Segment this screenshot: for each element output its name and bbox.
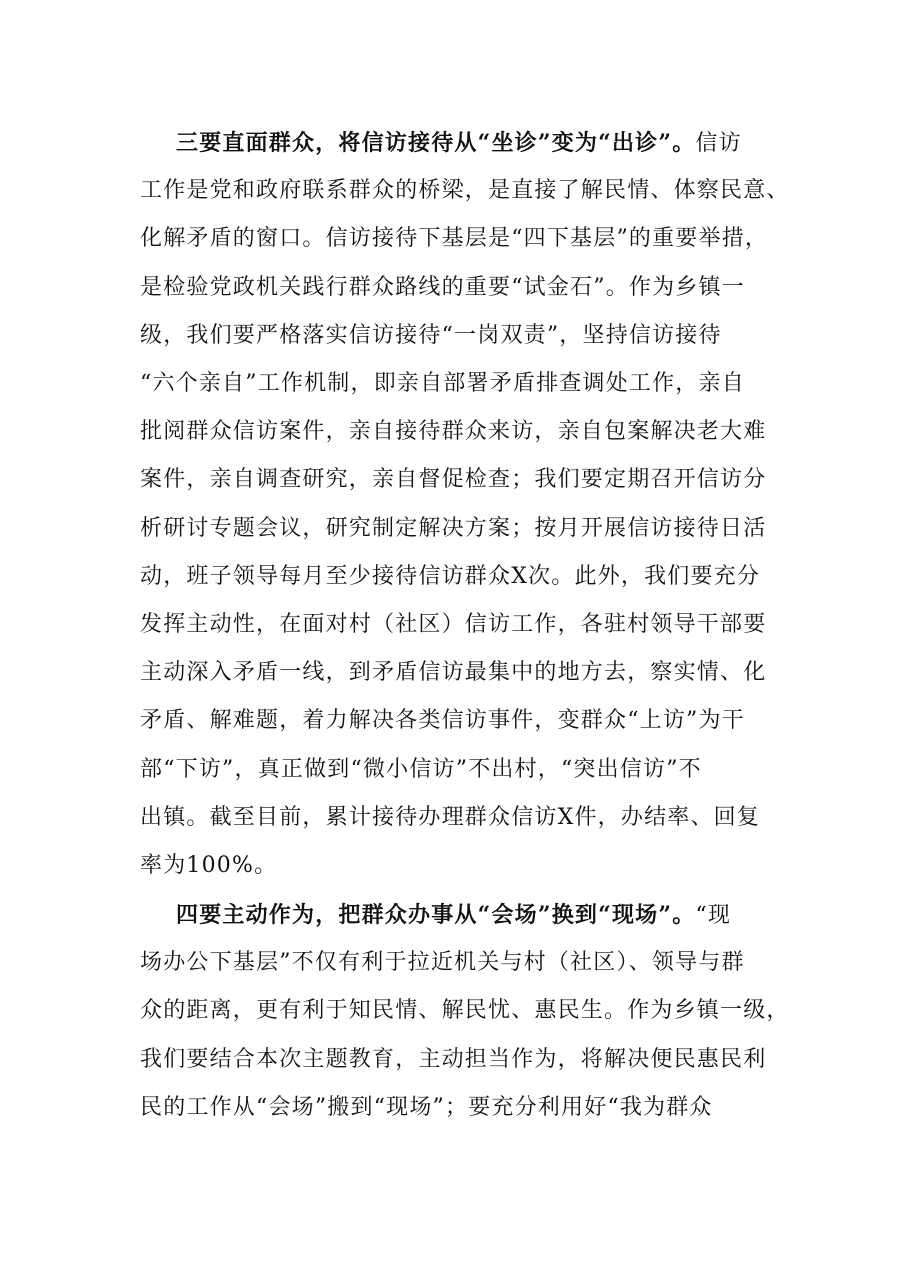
text-line: [140, 851, 277, 881]
paragraph-heading: 四要主动作为，把群众办事从“会场”换到“现场”。: [176, 902, 696, 928]
body-text: 发挥主动性，在面对村（社区）信访工作，各驻村领导干部要: [140, 612, 767, 637]
text-line: [140, 996, 790, 1026]
body-text: 我们要结合本次主题教育，主动担当作为，将解决便民惠民利: [140, 1046, 767, 1072]
body-text: 民的工作从“会场”搬到“现场”；要充分利用好“我为群众: [140, 1094, 713, 1120]
paragraph-heading: 三要直面群众，将信访接待从“坐诊”变为“出诊”。: [176, 130, 696, 156]
text-line: [140, 514, 766, 544]
text-line: [140, 465, 766, 495]
text-line: [140, 224, 768, 254]
body-text: 工作是党和政府联系群众的桥梁，是直接了解民情、体察民意、: [140, 178, 790, 204]
body-text: 动，班子领导每月至少接待信访群众X次。此外，我们要充分: [140, 563, 761, 589]
body-text: 主动深入矛盾一线，到矛盾信访最集中的地方去，察实情、化: [140, 660, 767, 686]
text-line: [140, 273, 745, 303]
text-line: [176, 128, 742, 158]
text-line: [140, 658, 766, 688]
body-text: 案件，亲自调查研究，亲自督促检查；我们要定期召开信访分: [140, 467, 767, 493]
body-text: 部“下访”，真正做到“微小信访”不出村，“突出信访”不: [140, 756, 702, 782]
body-text: 率为100%。: [140, 853, 278, 878]
body-text: 是检验党政机关践行群众路线的重要“试金石”。作为乡镇一: [140, 274, 745, 300]
text-line: [140, 610, 766, 640]
text-line: [176, 900, 731, 930]
body-text: 级，我们要严格落实信访接待“一岗双责”，坚持信访接待: [140, 322, 722, 348]
body-text: 信访: [695, 131, 742, 156]
text-line: [140, 176, 790, 206]
body-text: “六个亲自”工作机制，即亲自部署矛盾排查调处工作，亲自: [140, 371, 745, 396]
text-line: [140, 417, 766, 447]
text-line: [140, 755, 702, 785]
body-text: 矛盾、解难题，着力解决各类信访事件，变群众“上访”为干: [140, 708, 745, 734]
text-line: [140, 803, 760, 833]
text-line: [140, 706, 745, 736]
body-text: 出镇。截至目前，累计接待办理群众信访X件，办结率、回复: [140, 804, 761, 830]
body-text: “现: [695, 903, 732, 928]
text-line: [140, 369, 745, 399]
body-text: 批阅群众信访案件，亲自接待群众来访，亲自包案解决老大难: [140, 419, 767, 445]
text-line: [140, 1045, 766, 1075]
body-text: 化解矛盾的窗口。信访接待下基层是“四下基层”的重要举措，: [140, 226, 769, 252]
text-line: [140, 1093, 713, 1123]
body-text: 众的距离，更有利于知民情、解民忧、惠民生。作为乡镇一级，: [140, 998, 790, 1024]
body-text: 场办公下基层”不仅有利于拉近机关与村（社区）、领导与群: [140, 950, 745, 976]
body-text: 析研讨专题会议，研究制定解决方案；按月开展信访接待日活: [140, 515, 767, 541]
text-line: [140, 562, 760, 592]
text-line: [140, 321, 722, 351]
text-line: [140, 948, 745, 978]
